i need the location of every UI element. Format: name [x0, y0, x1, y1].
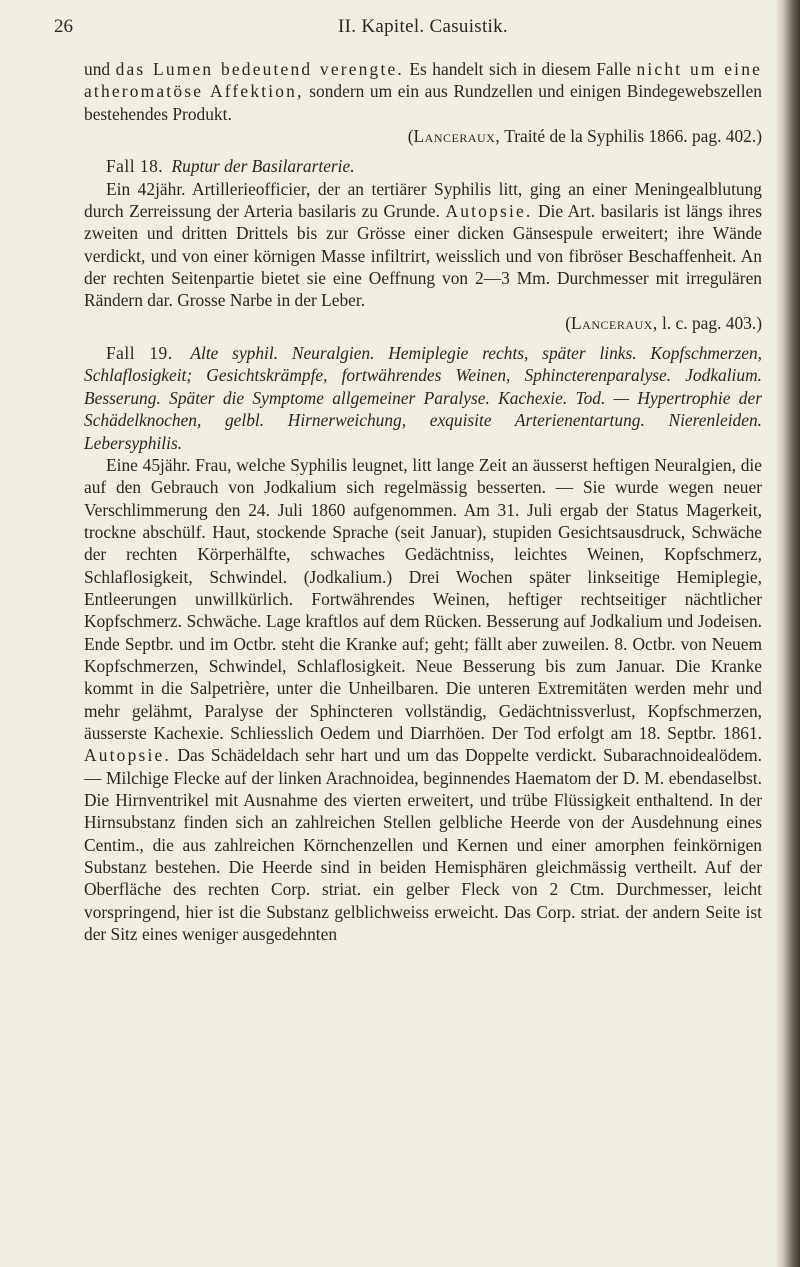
book-binding-edge [776, 0, 800, 1267]
reference-lanceraux-403: (Lanceraux, l. c. pag. 403.) [565, 312, 762, 333]
case-18-text: Ein 42jähr. Artillerieofficier, der an tertiärer Syphilis litt, ging an einer Meningealblutung durch Zerreissung der Arteria basilaris zu Grunde. Autopsie. Die Art. basilaris ist längs ihres zweiten und dritten Drittels bis zur Grösse einer dicken Gänsespule erweitert; ihre Wände verdickt, und von einer körnigen Masse infiltrirt, weisslich und von fibröser Beschaffenheit. An der rechten Seitenpartie bietet sie eine Oeffnung von 2—3 Mm. Durchmesser mit irregulären Rändern dar. Grosse Narbe in der Leber. (Lanceraux, l. c. pag. 403.) [84, 178, 762, 333]
reference-lanceraux-402: (Lanceraux, Traité de la Syphilis 1866. pag. 402.) [407, 126, 762, 147]
case-19-heading: Fall 19. Alte syphil. Neuralgien. Hemiplegie rechts, später links. Kopfschmerzen, Schlaflosigkeit; Gesichtskrämpfe, fortwährendes Weinen, Sphincterenparalyse. Jodkalium. Besserung. Später die Symptome allgemeiner Paralyse. Kachexie. Tod. — Hypertrophie der Schädelknochen, gelbl. Hirnerweichung, exquisite Arterienentartung. Nierenleiden. Lebersyphilis. [84, 343, 762, 453]
page-number: 26 [54, 16, 73, 37]
case-19-text: Eine 45jähr. Frau, welche Syphilis leugnet, litt lange Zeit an äusserst heftigen Neuralgien, die auf den Gebrauch von Jodkalium sich regelmässig besserten. — Sie wurde wegen neuer Verschlimmerung den 24. Juli 1860 aufgenommen. Am 31. Juli ergab der Status Magerkeit, trockne abschülf. Haut, stockende Sprache (seit Januar), stupiden Gesichtsausdruck, Schwäche der rechten Körperhälfte, schwaches Gedächtniss, leichtes Weinen, Kopfschmerz, Schlaflosigkeit, Schwindel. (Jodkalium.) Drei Wochen später linkseitige Hemiplegie, Entleerungen unwillkürlich. Fortwährendes Weinen, heftiger rechtseitiger nächtlicher Kopfschmerz. Schwäche. Lage kraftlos auf dem Rücken. Besserung auf Jodkalium und Jodeisen. Ende Septbr. und im Octbr. steht die Kranke auf; geht; fällt aber zuweilen. 8. Octbr. von Neuem Kopfschmerzen, Schwindel, Schlaflosigkeit. Neue Besserung bis zum Januar. Die Kranke kommt in die Salpetrière, unter die Unheilbaren. Die unteren Extremitäten werden mehr und mehr gelähmt, Paralyse der Sphincteren vollständig, Gedächtnissverlust, Kopfschmerzen, äusserste Kachexie. Schliesslich Oedem und Diarrhöen. Der Tod erfolgt am 18. Septbr. 1861. Autopsie. Das Schädeldach sehr hart und um das Doppelte verdickt. Subarachnoidealödem. — Milchige Flecke auf der linken Arachnoidea, beginnendes Haematom der D. M. ebendaselbst. Die Hirnventrikel mit Ausnahme des vierten erweitert, und trübe Flüssigkeit enthaltend. In der Hirnsubstanz finden sich an zahlreichen Stellen gelbliche Heerde von der Ausdehnung eines Centim., die aus zahlreichen Körnchenzellen und Kernen und einer amorphen feinkörnigen Substanz bestehen. Die Heerde sind in beiden Hemisphären gleichmässig vertheilt. Auf der Oberfläche des rechten Corp. striat. ein gelber Fleck von 2 Ctm. Durchmesser, leicht vorspringend, hier ist die Substanz gelblichweiss erweicht. Das Corp. striat. der andern Seite ist der Sitz eines weniger ausgedehnten [84, 454, 762, 945]
page-header [54, 16, 762, 42]
page-body [84, 58, 762, 945]
paragraph-continuation: und das Lumen bedeutend verengte. Es handelt sich in diesem Falle nicht um eine atheromatöse Affektion, sondern um ein aus Rundzellen und einigen Bindegewebszellen bestehendes Produkt. (Lanceraux, Traité de la Syphilis 1866. pag. 402.) [84, 59, 763, 147]
case-18-heading: Fall 18. Ruptur der Basilararterie. [106, 156, 355, 177]
running-title: II. Kapitel. Casuistik. [338, 16, 508, 37]
